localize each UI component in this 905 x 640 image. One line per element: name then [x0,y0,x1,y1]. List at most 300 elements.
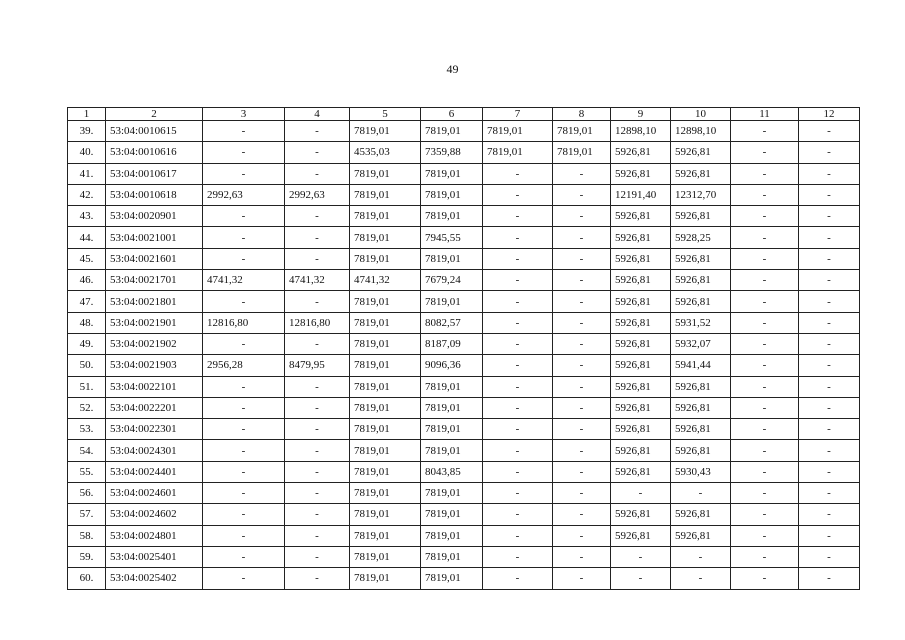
value-cell: - [799,397,860,418]
value-cell: - [203,142,285,163]
value-cell: - [553,270,611,291]
value-cell: - [553,184,611,205]
value-cell: - [799,376,860,397]
value-cell: - [285,227,350,248]
value-cell: - [731,419,799,440]
value-cell: - [731,568,799,589]
table-row [68,525,860,546]
value-cell: 8479,95 [285,355,350,376]
value-cell: 9096,36 [421,355,483,376]
column-header-8: 8 [553,108,611,121]
value-cell: - [799,461,860,482]
value-cell: - [203,333,285,354]
value-cell: - [731,483,799,504]
value-cell: - [203,121,285,142]
table-row [68,419,860,440]
cadastral-number-cell: 53:04:0021001 [106,227,203,248]
value-cell: - [731,333,799,354]
value-cell: 7819,01 [421,397,483,418]
cadastral-number-cell: 53:04:0024801 [106,525,203,546]
column-header-4: 4 [285,108,350,121]
cadastral-number-cell: 53:04:0025401 [106,546,203,567]
table-row [68,142,860,163]
row-number-cell: 56. [68,483,106,504]
value-cell: 8043,85 [421,461,483,482]
value-cell: 5926,81 [611,291,671,312]
table-row [68,227,860,248]
value-cell: 4741,32 [350,270,421,291]
value-cell: 7819,01 [421,184,483,205]
table-row [68,291,860,312]
value-cell: - [731,163,799,184]
value-cell: - [799,227,860,248]
value-cell: - [731,142,799,163]
value-cell: 7819,01 [483,121,553,142]
cadastral-number-cell: 53:04:0025402 [106,568,203,589]
value-cell: 5926,81 [671,142,731,163]
table-row [68,333,860,354]
column-header-7: 7 [483,108,553,121]
value-cell: 5926,81 [611,504,671,525]
row-number-cell: 53. [68,419,106,440]
value-cell: 7679,24 [421,270,483,291]
row-number-cell: 42. [68,184,106,205]
table-row [68,184,860,205]
value-cell: - [731,504,799,525]
row-number-cell: 43. [68,206,106,227]
value-cell: - [203,397,285,418]
value-cell: - [483,461,553,482]
value-cell: - [203,163,285,184]
value-cell: 5926,81 [611,525,671,546]
value-cell: - [671,546,731,567]
value-cell: - [553,483,611,504]
value-cell: - [799,568,860,589]
value-cell: 7819,01 [421,504,483,525]
value-cell: - [285,419,350,440]
value-cell: 5926,81 [671,270,731,291]
value-cell: - [731,397,799,418]
value-cell: - [285,461,350,482]
value-cell: - [203,248,285,269]
value-cell: 5926,81 [611,206,671,227]
value-cell: 2956,28 [203,355,285,376]
value-cell: 7819,01 [350,440,421,461]
value-cell: - [553,546,611,567]
value-cell: 5926,81 [611,312,671,333]
value-cell: - [285,546,350,567]
value-cell: 7819,01 [350,206,421,227]
value-cell: - [203,419,285,440]
value-cell: 7819,01 [350,291,421,312]
value-cell: - [203,504,285,525]
value-cell: 7819,01 [350,184,421,205]
value-cell: 5926,81 [611,355,671,376]
value-cell: - [553,376,611,397]
row-number-cell: 54. [68,440,106,461]
value-cell: 5926,81 [611,248,671,269]
value-cell: 5926,81 [611,163,671,184]
value-cell: - [203,461,285,482]
value-cell: - [553,163,611,184]
value-cell: - [731,248,799,269]
value-cell: 7819,01 [350,248,421,269]
value-cell: 7819,01 [421,248,483,269]
value-cell: - [799,525,860,546]
value-cell: - [731,461,799,482]
value-cell: - [553,504,611,525]
value-cell: - [483,163,553,184]
row-number-cell: 49. [68,333,106,354]
cadastral-number-cell: 53:04:0010617 [106,163,203,184]
value-cell: 7819,01 [421,121,483,142]
value-cell: 7819,01 [350,504,421,525]
value-cell: - [483,397,553,418]
value-cell: - [731,184,799,205]
value-cell: 7819,01 [483,142,553,163]
row-number-cell: 51. [68,376,106,397]
value-cell: - [799,419,860,440]
table-row [68,248,860,269]
value-cell: - [285,525,350,546]
cadastral-number-cell: 53:04:0020901 [106,206,203,227]
value-cell: - [671,483,731,504]
row-number-cell: 45. [68,248,106,269]
value-cell: - [799,206,860,227]
value-cell: - [285,440,350,461]
value-cell: - [483,227,553,248]
value-cell: - [731,376,799,397]
value-cell: - [799,142,860,163]
table-row [68,440,860,461]
value-cell: - [799,163,860,184]
cadastral-number-cell: 53:04:0010616 [106,142,203,163]
value-cell: - [553,206,611,227]
value-cell: - [731,440,799,461]
table-row [68,270,860,291]
value-cell: 7819,01 [350,333,421,354]
value-cell: - [799,184,860,205]
value-cell: 5926,81 [671,206,731,227]
value-cell: 5926,81 [611,397,671,418]
value-cell: 7819,01 [421,419,483,440]
column-header-5: 5 [350,108,421,121]
column-header-12: 12 [799,108,860,121]
value-cell: - [483,333,553,354]
value-cell: - [731,312,799,333]
row-number-cell: 44. [68,227,106,248]
value-cell: - [483,483,553,504]
cadastral-number-cell: 53:04:0022101 [106,376,203,397]
value-cell: 5932,07 [671,333,731,354]
value-cell: 12898,10 [671,121,731,142]
value-cell: - [731,270,799,291]
value-cell: - [799,440,860,461]
column-header-10: 10 [671,108,731,121]
value-cell: - [799,333,860,354]
value-cell: 7819,01 [350,312,421,333]
value-cell: - [203,206,285,227]
cadastral-number-cell: 53:04:0021701 [106,270,203,291]
value-cell: - [553,291,611,312]
value-cell: 7819,01 [350,376,421,397]
value-cell: - [731,355,799,376]
value-cell: 5926,81 [671,248,731,269]
cadastral-number-cell: 53:04:0021601 [106,248,203,269]
value-cell: 7819,01 [350,163,421,184]
value-cell: 7819,01 [350,355,421,376]
value-cell: - [731,206,799,227]
value-cell: 12191,40 [611,184,671,205]
cadastral-number-cell: 53:04:0021903 [106,355,203,376]
value-cell: 4741,32 [203,270,285,291]
value-cell: 5926,81 [611,419,671,440]
cadastral-number-cell: 53:04:0022301 [106,419,203,440]
value-cell: 7819,01 [350,121,421,142]
value-cell: - [553,312,611,333]
row-number-cell: 39. [68,121,106,142]
value-cell: - [799,546,860,567]
row-number-cell: 60. [68,568,106,589]
value-cell: 5926,81 [611,333,671,354]
value-cell: - [483,355,553,376]
value-cell: 7819,01 [350,483,421,504]
value-cell: 4535,03 [350,142,421,163]
value-cell: - [483,504,553,525]
value-cell: - [203,568,285,589]
table-row [68,376,860,397]
value-cell: - [553,397,611,418]
column-header-6: 6 [421,108,483,121]
value-cell: - [285,206,350,227]
value-cell: - [799,121,860,142]
value-cell: - [483,184,553,205]
value-cell: - [553,333,611,354]
value-cell: 7819,01 [350,546,421,567]
value-cell: 8082,57 [421,312,483,333]
value-cell: - [553,419,611,440]
value-cell: - [203,291,285,312]
value-cell: - [483,206,553,227]
value-cell: 7819,01 [421,568,483,589]
value-cell: - [483,419,553,440]
table-row [68,312,860,333]
value-cell: 7819,01 [421,376,483,397]
value-cell: 5926,81 [671,376,731,397]
value-cell: - [285,568,350,589]
value-cell: 5926,81 [671,419,731,440]
value-cell: 12898,10 [611,121,671,142]
value-cell: 5926,81 [671,397,731,418]
value-cell: - [483,270,553,291]
value-cell: 5926,81 [611,227,671,248]
row-number-cell: 58. [68,525,106,546]
row-number-cell: 46. [68,270,106,291]
value-cell: - [611,546,671,567]
value-cell: - [799,504,860,525]
value-cell: - [611,568,671,589]
value-cell: 5926,81 [611,270,671,291]
data-table [67,107,860,590]
value-cell: - [285,163,350,184]
row-number-cell: 59. [68,546,106,567]
row-number-cell: 41. [68,163,106,184]
value-cell: - [731,525,799,546]
table-row [68,568,860,589]
value-cell: 7819,01 [350,461,421,482]
column-header-1: 1 [68,108,106,121]
value-cell: - [799,483,860,504]
value-cell: - [483,568,553,589]
value-cell: 7819,01 [350,568,421,589]
cadastral-number-cell: 53:04:0010618 [106,184,203,205]
column-header-2: 2 [106,108,203,121]
value-cell: - [731,546,799,567]
row-number-cell: 47. [68,291,106,312]
value-cell: - [285,504,350,525]
value-cell: - [731,121,799,142]
value-cell: - [483,546,553,567]
value-cell: 2992,63 [285,184,350,205]
cadastral-number-cell: 53:04:0021801 [106,291,203,312]
value-cell: - [203,440,285,461]
value-cell: - [671,568,731,589]
value-cell: - [203,525,285,546]
value-cell: - [731,227,799,248]
value-cell: 5926,81 [611,461,671,482]
row-number-cell: 55. [68,461,106,482]
value-cell: 5931,52 [671,312,731,333]
value-cell: 5926,81 [671,525,731,546]
value-cell: 12816,80 [203,312,285,333]
row-number-cell: 57. [68,504,106,525]
value-cell: 7359,88 [421,142,483,163]
value-cell: 7819,01 [421,291,483,312]
value-cell: 5930,43 [671,461,731,482]
table-row [68,397,860,418]
value-cell: 7819,01 [421,440,483,461]
value-cell: - [553,525,611,546]
value-cell: 5926,81 [611,440,671,461]
value-cell: 7819,01 [421,525,483,546]
cadastral-number-cell: 53:04:0024301 [106,440,203,461]
value-cell: - [203,546,285,567]
table-header-row [68,108,860,121]
value-cell: 5926,81 [671,440,731,461]
cadastral-number-cell: 53:04:0021901 [106,312,203,333]
value-cell: 7819,01 [553,142,611,163]
value-cell: - [483,291,553,312]
value-cell: - [285,397,350,418]
table-row [68,546,860,567]
value-cell: - [483,440,553,461]
column-header-3: 3 [203,108,285,121]
value-cell: - [285,121,350,142]
column-header-9: 9 [611,108,671,121]
value-cell: - [483,312,553,333]
value-cell: - [553,568,611,589]
value-cell: 7819,01 [421,206,483,227]
table-row [68,461,860,482]
value-cell: 2992,63 [203,184,285,205]
value-cell: - [799,291,860,312]
table-row [68,483,860,504]
value-cell: - [553,355,611,376]
cadastral-number-cell: 53:04:0010615 [106,121,203,142]
value-cell: - [553,461,611,482]
table-row [68,206,860,227]
value-cell: 5926,81 [611,142,671,163]
value-cell: 7819,01 [350,397,421,418]
value-cell: - [553,227,611,248]
value-cell: 5926,81 [611,376,671,397]
value-cell: 5926,81 [671,163,731,184]
value-cell: - [799,248,860,269]
value-cell: - [483,525,553,546]
table-row [68,163,860,184]
column-header-11: 11 [731,108,799,121]
value-cell: 5941,44 [671,355,731,376]
value-cell: 5928,25 [671,227,731,248]
value-cell: - [203,227,285,248]
value-cell: 7819,01 [350,419,421,440]
value-cell: - [483,376,553,397]
value-cell: - [553,440,611,461]
table-row [68,355,860,376]
value-cell: 7819,01 [421,163,483,184]
cadastral-number-cell: 53:04:0022201 [106,397,203,418]
value-cell: 4741,32 [285,270,350,291]
value-cell: 7819,01 [350,227,421,248]
value-cell: 5926,81 [671,291,731,312]
table-row [68,121,860,142]
value-cell: - [799,270,860,291]
value-cell: 7945,55 [421,227,483,248]
value-cell: - [799,355,860,376]
value-cell: 7819,01 [553,121,611,142]
value-cell: - [285,483,350,504]
value-cell: - [611,483,671,504]
value-cell: - [285,142,350,163]
cadastral-number-cell: 53:04:0024602 [106,504,203,525]
value-cell: - [483,248,553,269]
value-cell: - [203,483,285,504]
value-cell: 5926,81 [671,504,731,525]
value-cell: - [285,291,350,312]
value-cell: - [553,248,611,269]
table-row [68,504,860,525]
value-cell: 7819,01 [421,546,483,567]
cadastral-number-cell: 53:04:0024401 [106,461,203,482]
value-cell: - [799,312,860,333]
value-cell: 8187,09 [421,333,483,354]
row-number-cell: 52. [68,397,106,418]
cadastral-number-cell: 53:04:0021902 [106,333,203,354]
value-cell: 7819,01 [350,525,421,546]
row-number-cell: 48. [68,312,106,333]
row-number-cell: 50. [68,355,106,376]
value-cell: 12312,70 [671,184,731,205]
value-cell: - [285,333,350,354]
page-number: 49 [446,62,459,76]
value-cell: - [285,248,350,269]
value-cell: - [285,376,350,397]
value-cell: 12816,80 [285,312,350,333]
cadastral-number-cell: 53:04:0024601 [106,483,203,504]
value-cell: - [203,376,285,397]
value-cell: 7819,01 [421,483,483,504]
value-cell: - [731,291,799,312]
